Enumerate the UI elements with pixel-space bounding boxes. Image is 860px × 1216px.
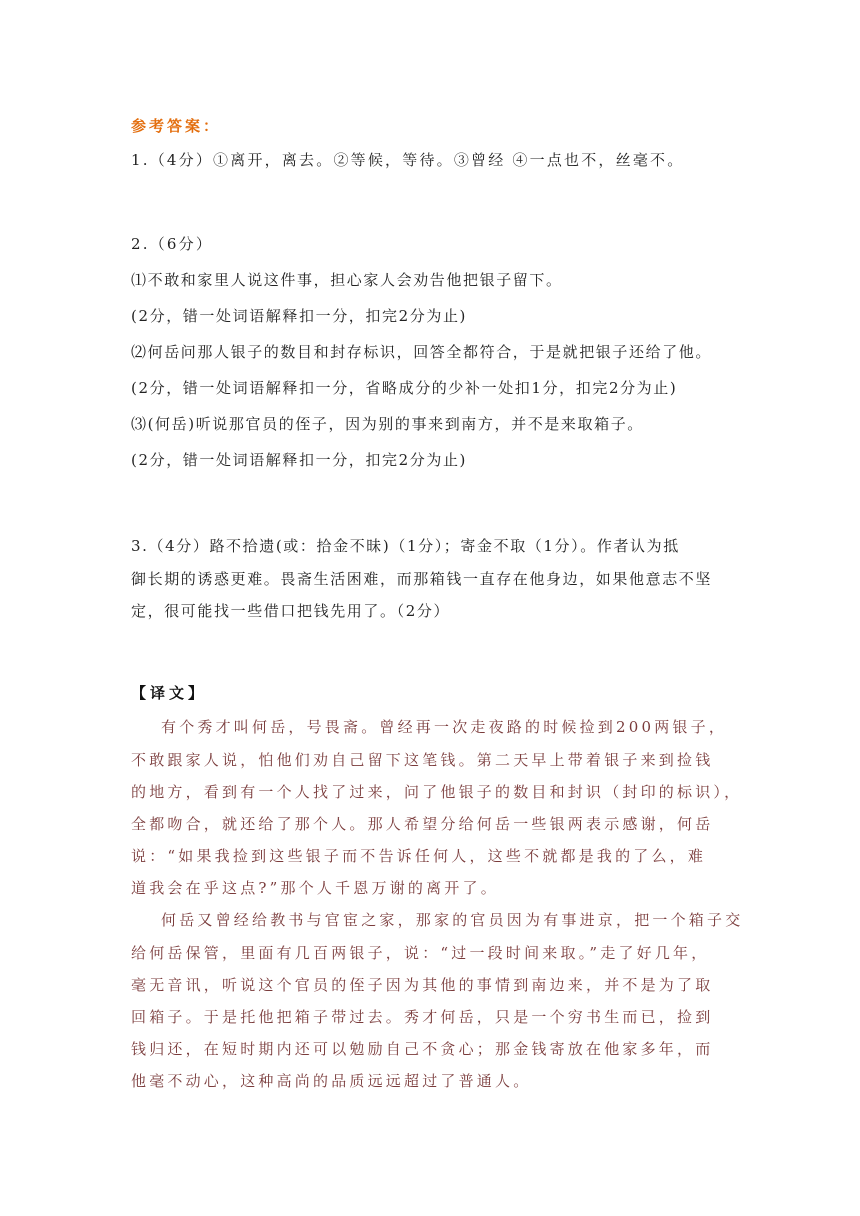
translation-p1-line-2: 不敢跟家人说，怕他们劝自己留下这笔钱。第二天早上带着银子来到捡钱 bbox=[131, 751, 714, 769]
answer-q2-line-6: (2分，错一处词语解释扣一分，扣完2分为止) bbox=[131, 451, 467, 469]
answer-q3-line-2: 御长期的诱惑更难。畏斋生活困难，而那箱钱一直存在他身边，如果他意志不坚 bbox=[131, 570, 713, 588]
translation-p2-line-2: 给何岳保管，里面有几百两银子，说：“过一段时间来取。”走了好几年， bbox=[131, 944, 710, 962]
answer-q2-line-1: ⑴不敢和家里人说这件事，担心家人会劝告他把银子留下。 bbox=[131, 271, 563, 289]
answer-q3-line-3: 定，很可能找一些借口把钱先用了。（2分） bbox=[131, 602, 451, 620]
answer-q2-heading: 2.（6分） bbox=[131, 235, 214, 253]
translation-p1-line-5: 说：“如果我捡到这些银子而不告诉任何人，这些不就都是我的了么，难 bbox=[131, 847, 707, 865]
answer-q3-line-1: 3.（4分）路不拾遗(或：拾金不昧)（1分）；寄金不取（1分）。作者认为抵 bbox=[131, 537, 680, 555]
translation-p2-line-4: 回箱子。于是托他把箱子带过去。秀才何岳，只是一个穷书生而已，捡到 bbox=[131, 1008, 714, 1026]
translation-p1-line-3: 的地方，看到有一个人找了过来，问了他银子的数目和封识（封印的标识）， bbox=[131, 783, 743, 801]
answer-q2-line-2: (2分，错一处词语解释扣一分，扣完2分为止) bbox=[131, 307, 467, 325]
answer-q2-line-5: ⑶(何岳)听说那官员的侄子，因为别的事来到南方，并不是来取箱子。 bbox=[131, 415, 644, 433]
translation-p2-line-5: 钱归还，在短时期内还可以勉励自己不贪心；那金钱寄放在他家多年，而 bbox=[131, 1040, 714, 1058]
translation-p1-line-4: 全都吻合，就还给了那个人。那人希望分给何岳一些银两表示感谢，何岳 bbox=[131, 815, 714, 833]
translation-p2-line-3: 毫无音讯，听说这个官员的侄子因为其他的事情到南边来，并不是为了取 bbox=[131, 976, 714, 994]
translation-p1-line-6: 道我会在乎这点?”那个人千恩万谢的离开了。 bbox=[131, 879, 499, 897]
translation-p2-line-1: 何岳又曾经给教书与官宦之家，那家的官员因为有事进京，把一个箱子交 bbox=[161, 911, 744, 929]
translation-p2-line-6: 他毫不动心，这种高尚的品质远远超过了普通人。 bbox=[131, 1072, 532, 1090]
answer-q2-line-3: ⑵何岳问那人银子的数目和封存标识，回答全都符合，于是就把银子还给了他。 bbox=[131, 343, 713, 361]
translation-p1-line-1: 有个秀才叫何岳，号畏斋。曾经再一次走夜路的时候捡到200两银子， bbox=[161, 718, 728, 736]
translation-title: 【译文】 bbox=[131, 684, 208, 702]
answer-q2-line-4: (2分，错一处词语解释扣一分，省略成分的少补一处扣1分，扣完2分为止) bbox=[131, 379, 678, 397]
answer-q1: 1.（4分）①离开，离去。②等候，等待。③曾经 ④一点也不，丝毫不。 bbox=[131, 151, 685, 169]
answers-heading: 参考答案： bbox=[131, 117, 222, 135]
